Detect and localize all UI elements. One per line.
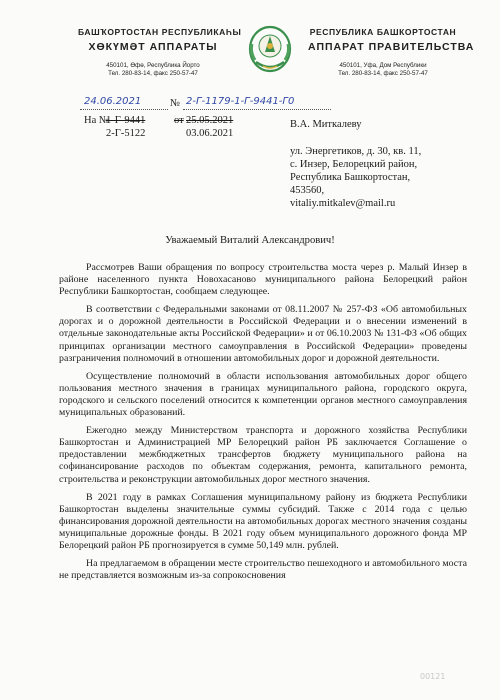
registration-date: 24.06.2021 [84,96,142,107]
registration-number-line [183,109,331,110]
header-right-address: 450101, Уфа, Дом Республики [339,62,427,69]
paragraph: Осуществление полномочий в области использования автомобильных дорог общего пользования местного значения в границах муниципального района, городского округа, городского и сельского поселений относится к компетенции органов местного самоуправления муниципальных образований. [59,370,467,419]
recipient-block [290,118,421,210]
header-right-address-block [308,62,458,78]
header-right-russian [308,27,475,78]
paragraph: В соответствии с Федеральными законами от 08.11.2007 № 257-ФЗ «Об автомобильных дорогах и о дорожной деятельности в Российской Федерации и о внесении изменений в отдельные законодательные акты Российской Федерации» и от 06.10.2003 № 131-ФЗ «Об общих принципах организации местного самоуправления в Российской Федерации» проведены разграничения полномочий в отношении автомобильных дорог и дорожной деятельности. [59,304,467,364]
header-left-dept: ХӨКҮМӘТ АППАРАТЫ [88,41,218,53]
reference-number-1: 1-Г-9441 [106,115,146,126]
coat-of-arms-emblem [246,22,294,74]
reference-number-2: 2-Г-5122 [106,128,146,139]
letter-body [59,262,467,588]
recipient-settlement: с. Инзер, Белорецкий район, [290,159,418,170]
reference-label: На № [84,115,109,126]
faint-page-stamp: 00121 [420,672,446,681]
registration-number: 2-Г-1179-1-Г-9441-Г0 [186,96,295,107]
header-right-dept: АППАРАТ ПРАВИТЕЛЬСТВА [308,41,475,53]
paragraph: Ежегодно между Министерством транспорта и дорожного хозяйства Республики Башкортостан и Администрацией МР Белорецкий район РБ заключается Соглашение о предоставлении межбюджетных трансфертов бюджету муниципального района на софинансирование расходов по объектам содержания, ремонта, капитального ремонта, строительства и реконструкции автомобильных дорог местного значения. [59,425,467,485]
recipient-postcode: 453560, [290,185,325,196]
paragraph: В 2021 году в рамках Соглашения муниципальному району из бюджета Республики Башкортостан выделены значительные суммы субсидий. Также с 2014 года с целью финансирования дорожной деятельности на автомобильных дорогах местного значения созданы муниципальные дорожные фонды. В 2021 году объем муниципального дорожного фонда МР Белорецкий район РБ прогнозируется в сумме 50,149 млн. рублей. [59,491,467,551]
header-left-address-block [78,62,228,78]
recipient-name: В.А. Миткалеву [290,119,362,130]
paragraph: Рассмотрев Ваши обращения по вопросу строительства моста через р. Малый Инзер в районе населенного пункта Новохасаново муниципального района Белорецкий район Республики Башкортостан, сообщаем следующее. [59,262,467,298]
registration-number-sign: № [170,98,181,109]
reference-date-2: 03.06.2021 [186,128,234,139]
header-left-bashkir [78,27,242,78]
recipient-email: vitaliy.mitkalev@mail.ru [290,198,396,209]
header-left-address: 450101, Өфө, Республика Йорто [106,62,200,69]
header-right-org: РЕСПУБЛИКА БАШКОРТОСТАН [309,27,457,37]
paragraph: На предлагаемом в обращении месте строительство пешеходного и автомобильного моста не представляется возможным из-за сопрокосновения [59,558,467,582]
greeting: Уважаемый Виталий Александрович! [165,235,335,246]
header-left-phone: Тел. 280-83-14, факс 250-57-47 [108,70,198,77]
recipient-street: ул. Энергетиков, д. 30, кв. 11, [290,146,422,157]
reference-ot-label: от [174,115,184,126]
recipient-republic: Республика Башкортостан, [290,172,411,183]
header-right-phone: Тел. 280-83-14, факс 250-57-47 [338,70,428,77]
reference-date-1: 25.05.2021 [186,115,234,126]
header-left-org: БАШҠОРТОСТАН РЕСПУБЛИКАҺЫ [78,27,242,37]
registration-date-line [80,109,168,110]
